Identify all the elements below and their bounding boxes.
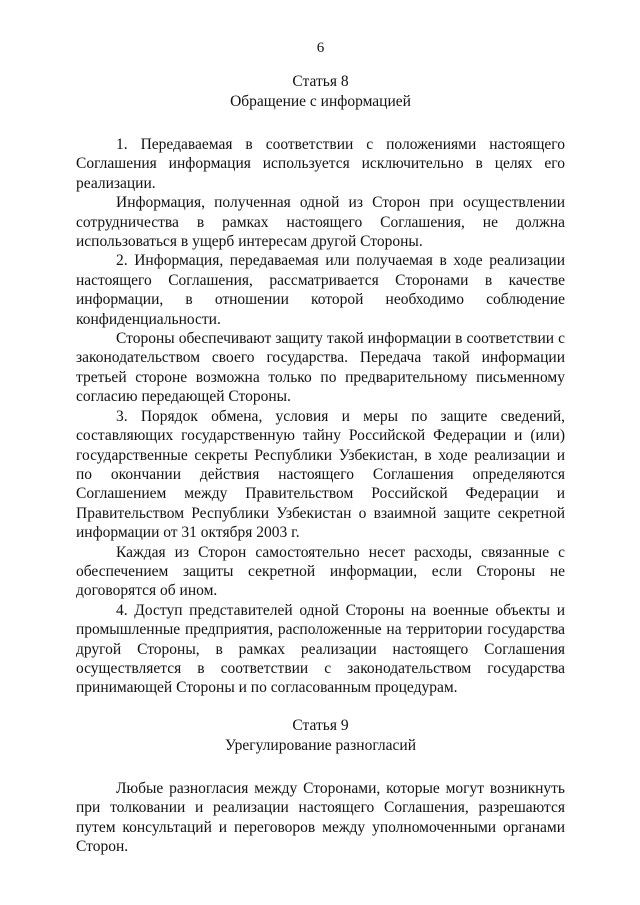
article-8-number: Статья 8 [292, 73, 349, 90]
article-8-title: Обращение с информацией [230, 93, 411, 110]
article-8-paragraph-3: 2. Информация, передаваемая или получаемая в ходе реализации настоящего Соглашения, рассматривается Сторонами в качестве информации, в отношении которой необходимо соблюдение конфиденциальности. [76, 252, 565, 328]
article-8-paragraph-4: Стороны обеспечивают защиту такой информации в соответствии с законодательством своего государства. Передача такой информации третьей стороне возможна только по предварительному письменному согласию передающей Стороны. [76, 330, 565, 406]
article-9-title: Урегулирование разногласий [225, 736, 416, 754]
page-number: 6 [316, 40, 325, 56]
article-8-paragraph-6: Каждая из Сторон самостоятельно несет расходы, связанные с обеспечением защиты секретной информации, если Стороны не договорятся об ином. [76, 543, 565, 600]
article-8-paragraph-2: Информация, полученная одной из Сторон при осуществлении сотрудничества в рамках настоящего Соглашения, не должна использоваться в ущерб интересам другой Стороны. [76, 194, 565, 251]
article-8-paragraph-1: 1. Передаваемая в соответствии с положениями настоящего Соглашения информация используется исключительно в целях его реализации. [76, 136, 565, 192]
article-9-heading [76, 716, 565, 756]
article-8-body [76, 135, 565, 698]
document-page [76, 38, 565, 856]
article-8-heading [76, 72, 565, 112]
article-9-body [76, 779, 565, 857]
article-8-paragraph-5: 3. Порядок обмена, условия и меры по защите сведений, составляющих государственную тайну Российской Федерации и (или) государственные секреты Республики Узбекистан, в ходе реализации и по окончании действия настоящего Соглашения определяются Соглашением между Правительством Российской Федерации и Правительством Республики Узбекистан о взаимной защите секретной информации от 31 октября 2003 г. [76, 407, 565, 542]
article-8-paragraph-7: 4. Доступ представителей одной Стороны на военные объекты и промышленные предприятия, расположенные на территории государства другой Стороны, в рамках реализации настоящего Соглашения осуществляется в соответствии с законодательством государства принимающей Стороны и по согласованным процедурам. [76, 601, 565, 697]
article-9-number: Статья 9 [292, 716, 349, 734]
article-9-paragraph-1: Любые разногласия между Сторонами, которые могут возникнуть при толковании и реализации настоящего Соглашения, разрешаются путем консультаций и переговоров между уполномоченными органами Сторон. [76, 779, 565, 855]
